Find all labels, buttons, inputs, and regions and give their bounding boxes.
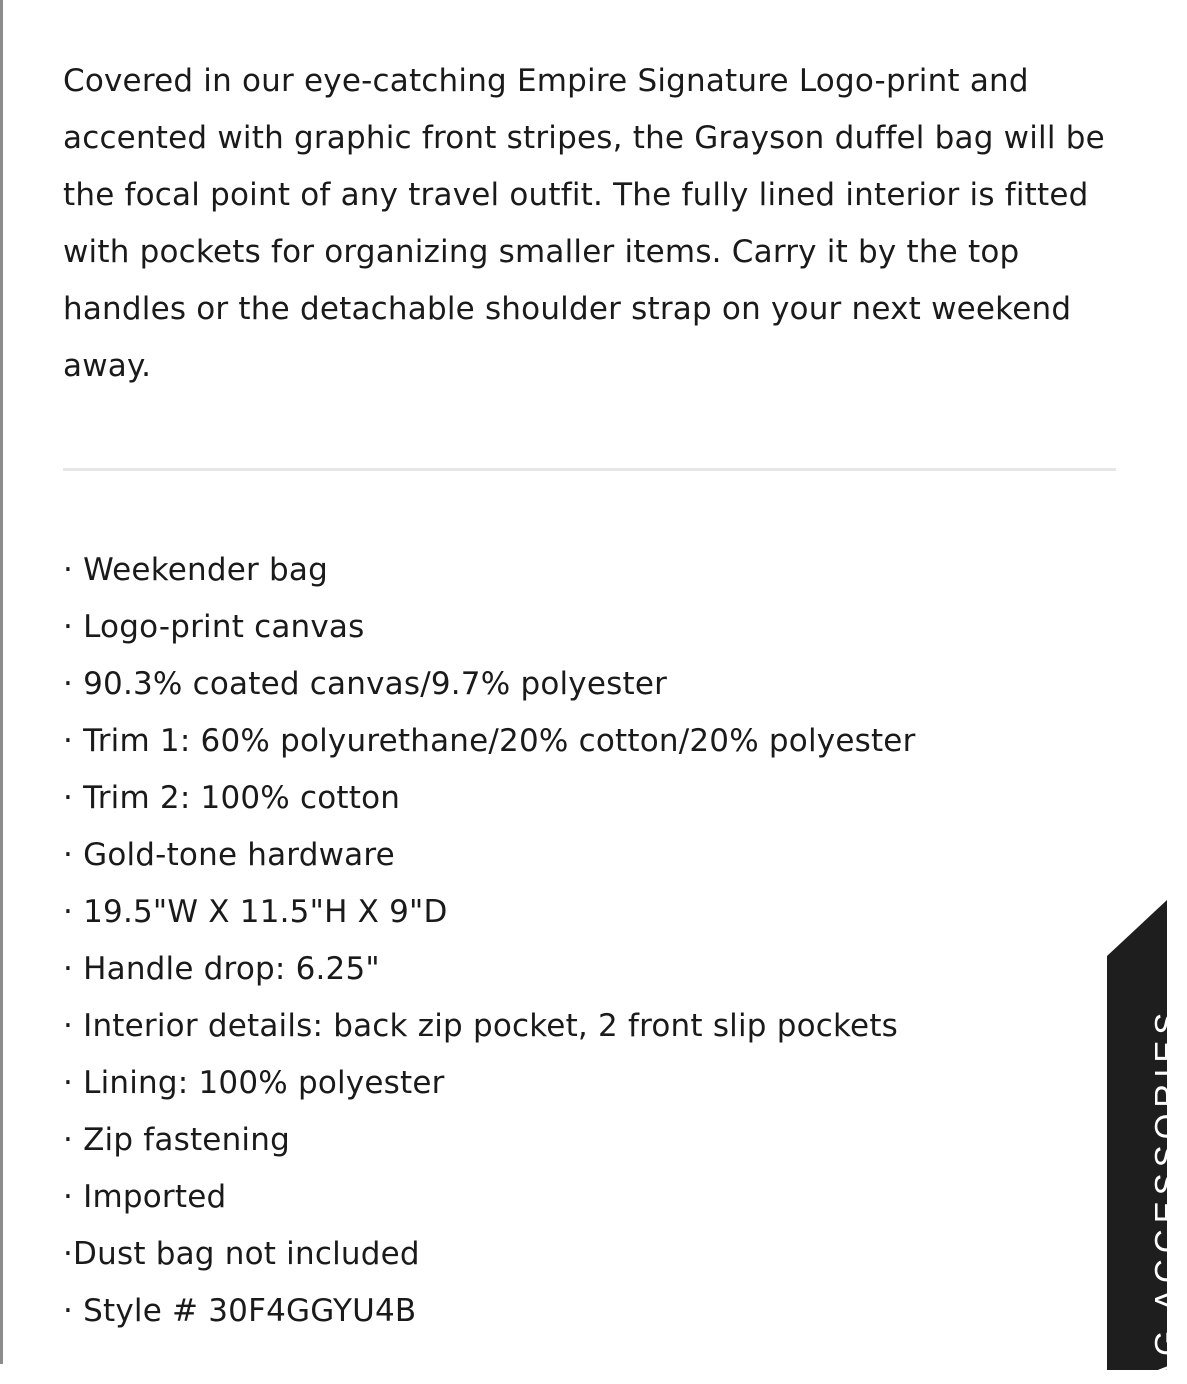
detail-item-imported: · Imported (63, 1179, 227, 1215)
section-divider (63, 468, 1116, 471)
left-edge-border (0, 0, 3, 1364)
detail-item-dimensions: · 19.5"W X 11.5"H X 9"D (63, 894, 448, 930)
detail-item-trim-1: · Trim 1: 60% polyurethane/20% cotton/20% polyester (63, 723, 916, 759)
product-details-list (63, 542, 1093, 1340)
detail-item-dust-bag: ·Dust bag not included (63, 1236, 420, 1272)
detail-item-fastening: · Zip fastening (63, 1122, 290, 1158)
side-accessories-tab-label[interactable]: AG ACCESSORIES (1148, 1006, 1185, 1384)
detail-item-lining: · Lining: 100% polyester (63, 1065, 445, 1101)
detail-item-interior: · Interior details: back zip pocket, 2 front slip pockets (63, 1008, 899, 1044)
detail-item-material: · 90.3% coated canvas/9.7% polyester (63, 666, 668, 702)
detail-item-style-number: · Style # 30F4GGYU4B (63, 1293, 417, 1329)
detail-item-hardware: · Gold-tone hardware (63, 837, 395, 873)
detail-item-trim-2: · Trim 2: 100% cotton (63, 780, 401, 816)
detail-item-handle-drop: · Handle drop: 6.25" (63, 951, 380, 987)
detail-item-logo-print: · Logo-print canvas (63, 609, 365, 645)
product-description: Covered in our eye-catching Empire Signature Logo-print and accented with graphic front stripes, the Grayson duffel bag will be the focal point of any travel outfit. The fully lined interior is fitted with pockets for organizing smaller items. Carry it by the top handles or the detachable shoulder strap on your next weekend away. (63, 63, 1105, 384)
detail-item-weekender: · Weekender bag (63, 552, 328, 588)
